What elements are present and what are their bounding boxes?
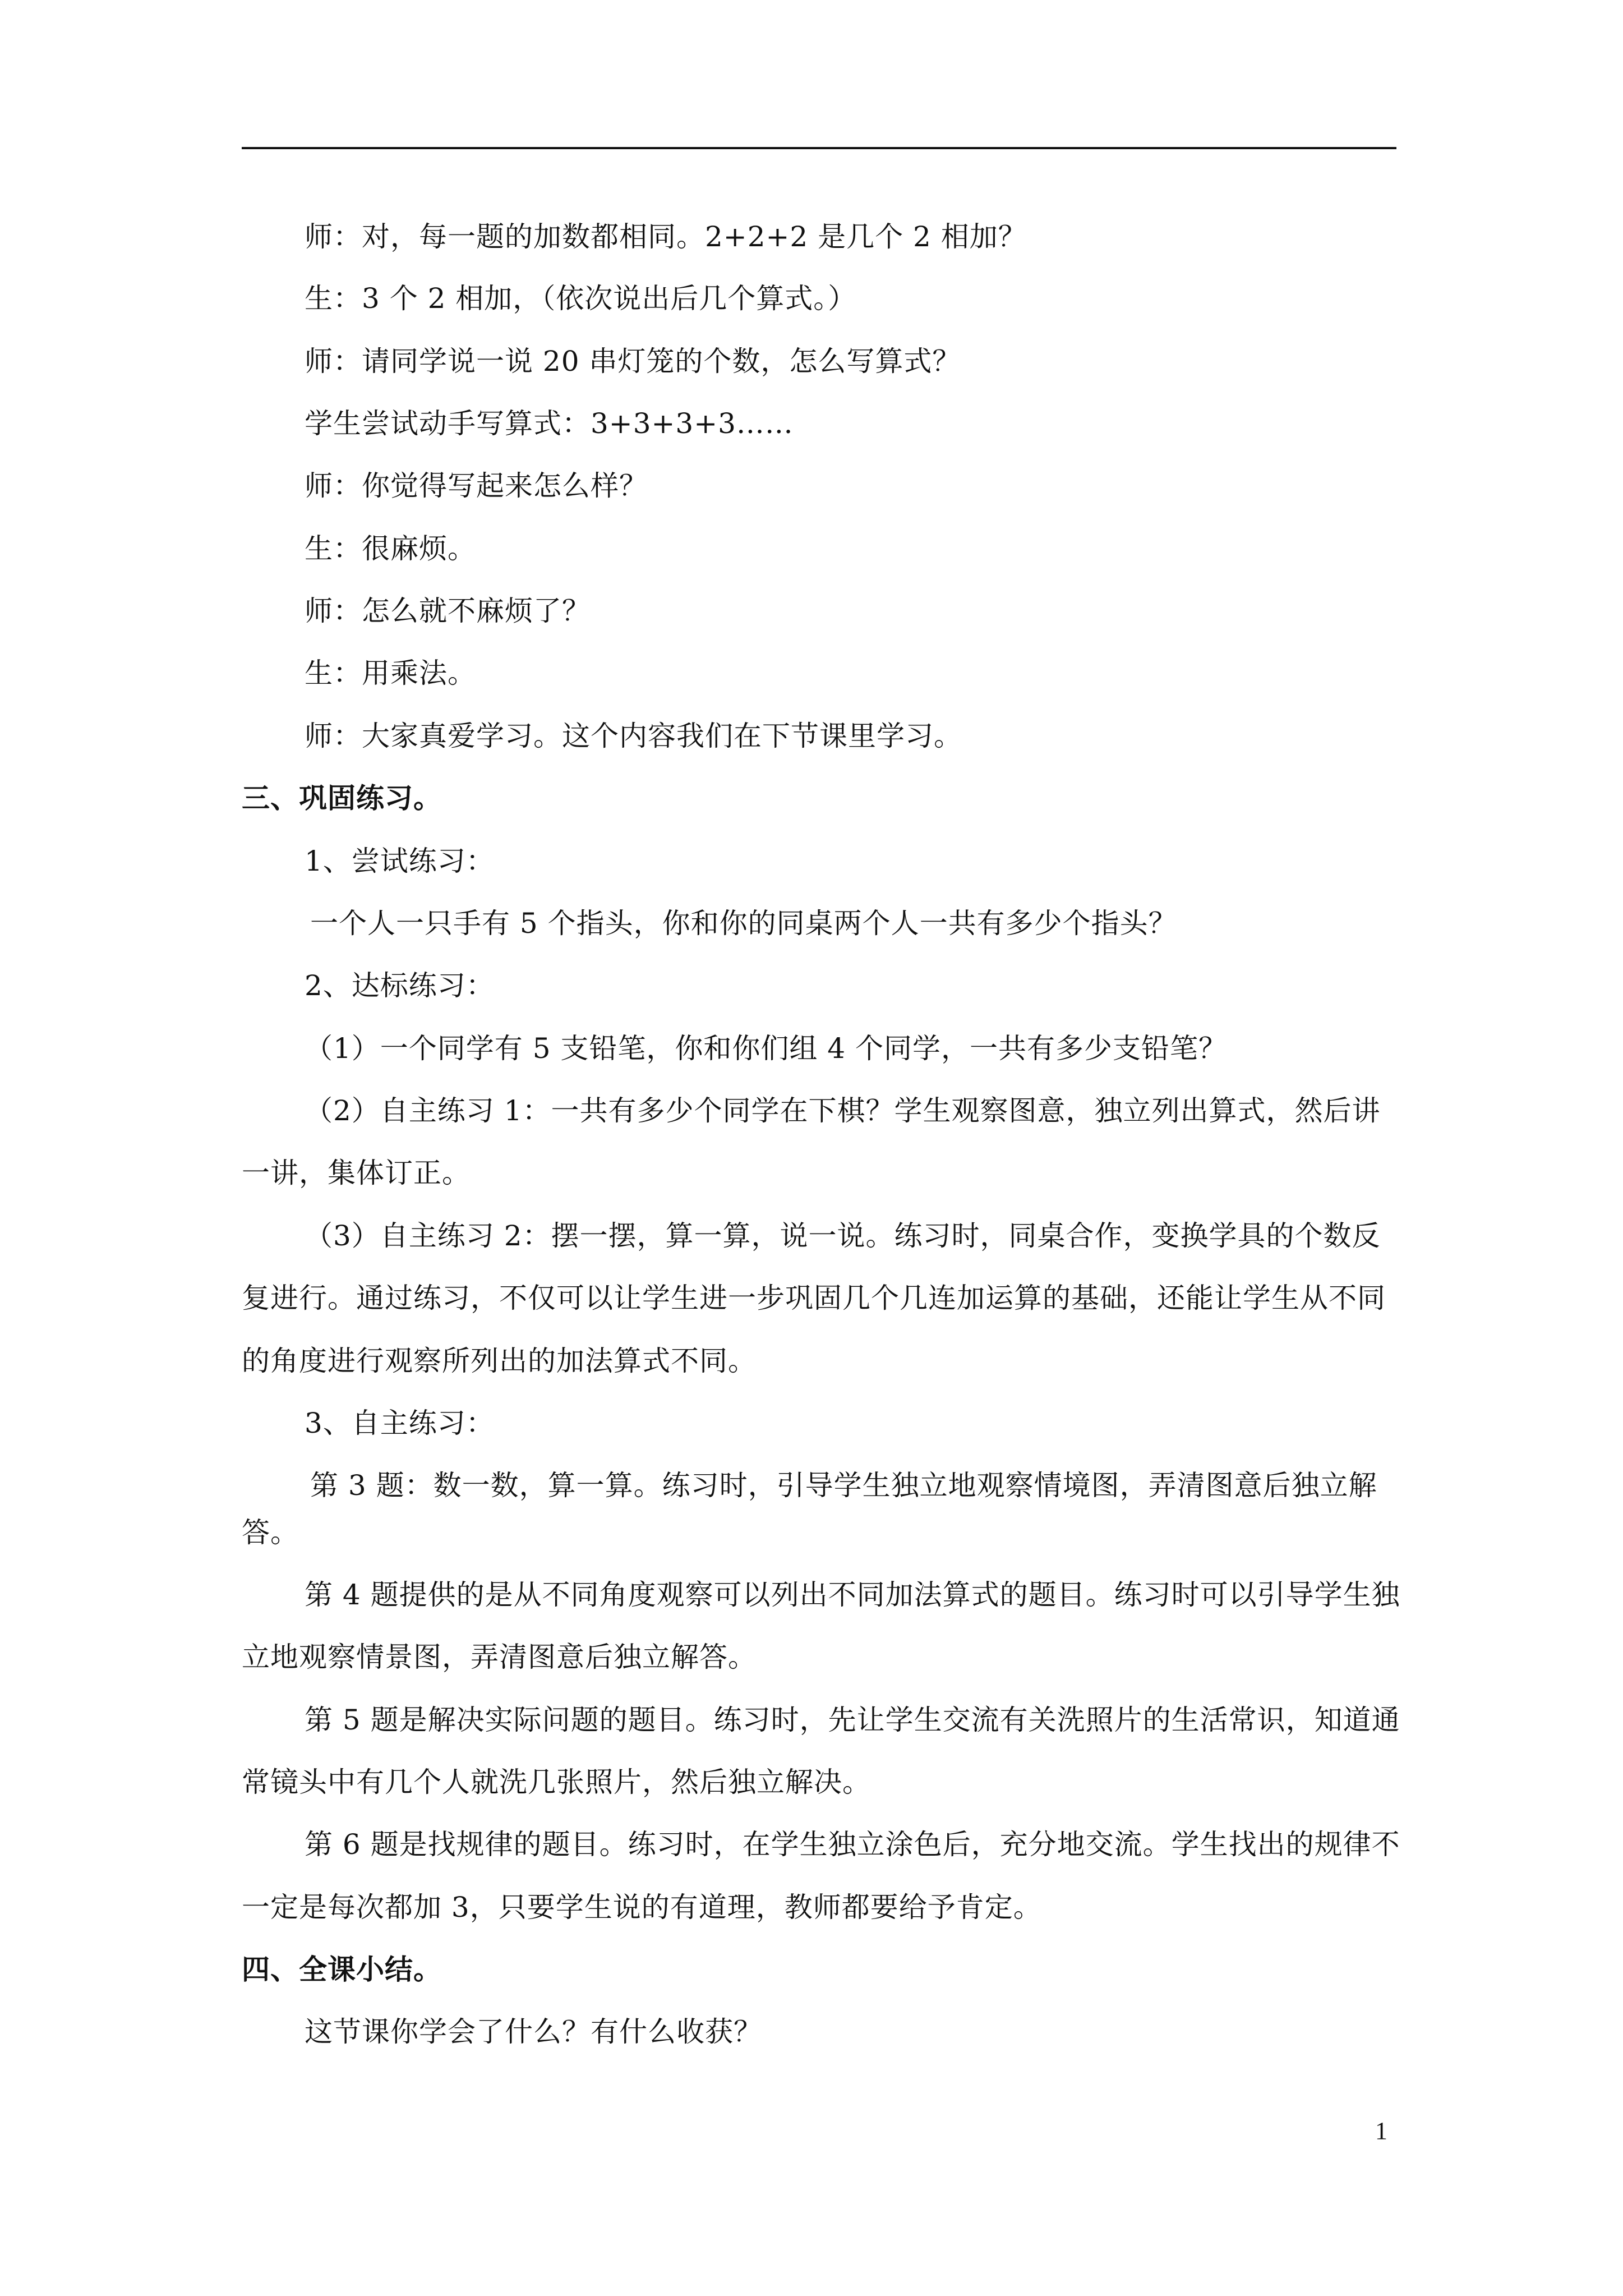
page-number: 1 [1375, 2117, 1387, 2145]
dialogue-line: 师：怎么就不麻烦了？ [305, 595, 591, 627]
paragraph-line: 这节课你学会了什么？有什么收获？ [305, 2016, 762, 2048]
paragraph-line: 的角度进行观察所列出的加法算式不同。 [242, 1345, 757, 1377]
dialogue-line: 生：用乘法。 [305, 657, 476, 689]
paragraph-line: 常镜头中有几个人就洗几张照片，然后独立解决。 [242, 1766, 871, 1798]
dialogue-line: 生：3 个 2 相加，（依次说出后几个算式。） [305, 282, 857, 315]
dialogue-line: 学生尝试动手写算式：3+3+3+3…… [305, 407, 794, 440]
paragraph-line: 答。 [242, 1516, 299, 1549]
dialogue-line: 师：大家真爱学习。这个内容我们在下节课里学习。 [305, 720, 962, 752]
paragraph-line: （1）一个同学有 5 支铅笔，你和你们组 4 个同学，一共有多少支铅笔？ [305, 1032, 1228, 1065]
paragraph-line: 第 5 题是解决实际问题的题目。练习时，先让学生交流有关洗照片的生活常识，知道通 [305, 1704, 1400, 1736]
paragraph-line: （3）自主练习 2：摆一摆，算一算，说一说。练习时，同桌合作，变换学具的个数反 [305, 1220, 1381, 1252]
header-rule [242, 147, 1396, 149]
section-heading: 三、巩固练习。 [242, 781, 442, 815]
paragraph-line: 第 3 题：数一数，算一算。练习时，引导学生独立地观察情境图，弄清图意后独立解 [310, 1469, 1377, 1502]
subsection-heading: 1、尝试练习： [305, 845, 495, 877]
dialogue-line: 师：请同学说一说 20 串灯笼的个数，怎么写算式？ [305, 345, 961, 378]
paragraph-line: 复进行。通过练习，不仅可以让学生进一步巩固几个几连加运算的基础，还能让学生从不同 [242, 1282, 1386, 1314]
dialogue-line: 师：对，每一题的加数都相同。2+2+2 是几个 2 相加？ [305, 220, 1027, 253]
paragraph-line: 第 6 题是找规律的题目。练习时，在学生独立涂色后，充分地交流。学生找出的规律不 [305, 1828, 1400, 1861]
dialogue-line: 师：你觉得写起来怎么样？ [305, 470, 648, 502]
subsection-heading: 2、达标练习： [305, 969, 495, 1002]
paragraph-line: 一定是每次都加 3，只要学生说的有道理，教师都要给予肯定。 [242, 1891, 1042, 1924]
dialogue-line: 生：很麻烦。 [305, 532, 476, 565]
paragraph-line: 一讲，集体订正。 [242, 1157, 471, 1189]
section-heading: 四、全课小结。 [242, 1953, 442, 1986]
paragraph-line: （2）自主练习 1：一共有多少个同学在下棋？学生观察图意，独立列出算式，然后讲 [305, 1094, 1381, 1127]
paragraph-line: 一个人一只手有 5 个指头，你和你的同桌两个人一共有多少个指头？ [310, 907, 1177, 940]
paragraph-line: 立地观察情景图，弄清图意后独立解答。 [242, 1641, 757, 1673]
subsection-heading: 3、自主练习： [305, 1407, 495, 1439]
paragraph-line: 第 4 题提供的是从不同角度观察可以列出不同加法算式的题目。练习时可以引导学生独 [305, 1579, 1400, 1611]
